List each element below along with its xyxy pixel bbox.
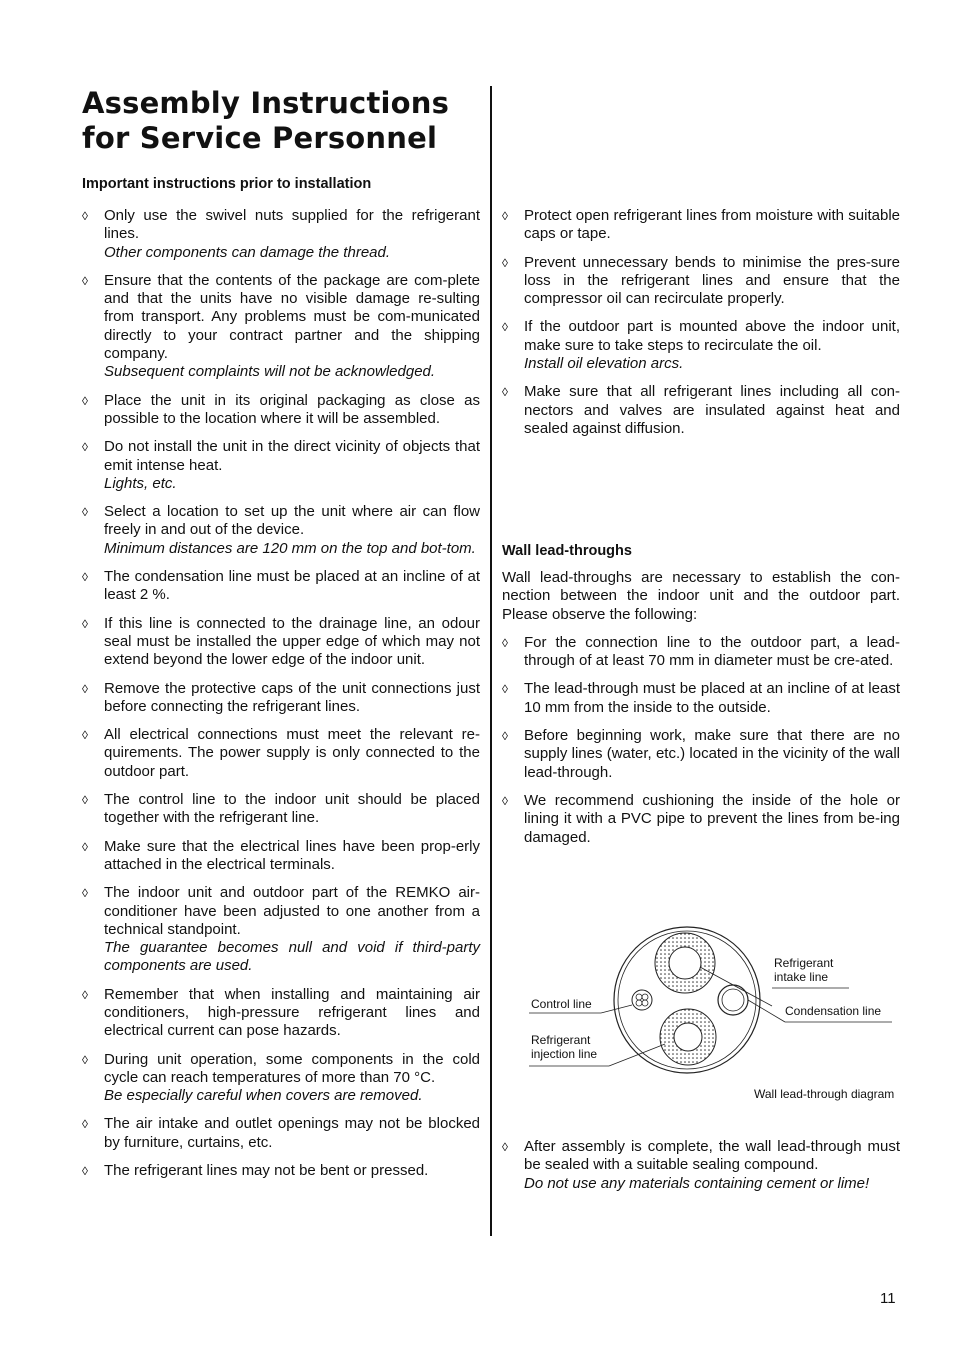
diamond-bullet-icon: ◊ — [82, 728, 88, 743]
list-item: ◊ The condensation line must be placed at an incline of at least 2 %. — [82, 568, 480, 604]
diamond-bullet-icon: ◊ — [502, 320, 508, 335]
list-item: ◊ Do not install the unit in the direct vicinity of objects that emit intense heat. Lights, etc. — [82, 438, 480, 492]
wall-intro-paragraph: Wall lead-throughs are necessary to establish the con-nection between the indoor unit and the outdoor part. Please observe the following: — [502, 569, 900, 623]
diamond-bullet-icon: ◊ — [82, 839, 88, 854]
list-item: ◊ Make sure that the electrical lines have been prop-erly attached in the electrical terminals. — [82, 837, 480, 873]
list-item: ◊ The lead-through must be placed at an incline of at least 10 mm from the inside to the outside. — [502, 680, 900, 716]
list-item: ◊ All electrical connections must meet the relevant re-quirements. The power supply is only connected to the outdoor part. — [82, 726, 480, 780]
diamond-bullet-icon: ◊ — [82, 886, 88, 901]
list-item: ◊ The air intake and outlet openings may not be blocked by furniture, curtains, etc. — [82, 1115, 480, 1151]
list-item: ◊ Remember that when installing and maintaining air conditioners, high-pressure refrigerant lines and electrical current can pose hazards. — [82, 985, 480, 1040]
column-divider — [490, 86, 492, 1236]
list-item: ◊ The refrigerant lines may not be bent or pressed. — [82, 1162, 429, 1180]
list-item: ◊ During unit operation, some components in the cold cycle can reach temperatures of more than 70 °C. Be especially careful when covers are removed. — [82, 1050, 480, 1105]
right-instruction-list — [502, 207, 900, 448]
list-item: ◊ Only use the swivel nuts supplied for the refrigerant lines. Other components can damage the thread. — [82, 207, 480, 261]
list-item: ◊ If this line is connected to the drainage line, an odour seal must be installed the upper edge of which may not extend beyond the lower edge of the indoor unit. — [82, 614, 480, 669]
diamond-bullet-icon: ◊ — [82, 987, 88, 1002]
label-injection-line: Refrigerant — [531, 1033, 591, 1047]
list-item: ◊ Select a location to set up the unit where air can flow freely in and out of the device. Minimum distances are 120 mm on the top and bot-tom. — [82, 503, 480, 557]
diamond-bullet-icon: ◊ — [82, 209, 88, 223]
diamond-bullet-icon: ◊ — [502, 793, 508, 808]
wall-lead-through-section — [502, 569, 900, 857]
diamond-bullet-icon: ◊ — [502, 1140, 508, 1154]
final-instruction — [502, 1138, 900, 1193]
diamond-bullet-icon: ◊ — [502, 682, 508, 697]
diagram-caption: Wall lead-through diagram — [754, 1087, 895, 1101]
page-title: Assembly Instructions for Service Personnel — [82, 86, 450, 155]
list-item: ◊ The indoor unit and outdoor part of the REMKO air-conditioner have been adjusted to one another from a technical standpoint. The guarantee becomes null and void if third-party components are used. — [82, 884, 480, 975]
diamond-bullet-icon: ◊ — [502, 209, 508, 223]
list-item: ◊ Protect open refrigerant lines from moisture with suitable caps or tape. — [502, 207, 900, 243]
control-line-cable — [632, 990, 652, 1010]
diamond-bullet-icon: ◊ — [502, 729, 508, 744]
diamond-bullet-icon: ◊ — [82, 273, 88, 288]
list-item: ◊ Remove the protective caps of the unit connections just before connecting the refrigerant lines. — [82, 679, 480, 715]
wall-lead-through-diagram — [527, 920, 907, 1105]
list-item: ◊ We recommend cushioning the inside of the hole or lining it with a PVC pipe to prevent the lines from be-ing damaged. — [502, 791, 900, 846]
diamond-bullet-icon: ◊ — [82, 681, 88, 696]
diamond-bullet-icon: ◊ — [82, 1164, 88, 1179]
list-item: ◊ For the connection line to the outdoor part, a lead-through of at least 70 mm in diameter must be cre-ated. — [502, 633, 900, 670]
injection-line-pipe — [674, 1023, 702, 1051]
list-item: ◊ The control line to the indoor unit should be placed together with the refrigerant line. — [82, 791, 480, 827]
label-control-line: Control line — [531, 997, 592, 1011]
condensation-line-pipe — [718, 985, 748, 1015]
diamond-bullet-icon: ◊ — [502, 255, 508, 270]
diamond-bullet-icon: ◊ — [82, 393, 88, 408]
list-item: ◊ Prevent unnecessary bends to minimise the pres-sure loss in the refrigerant lines and ensure that the compressor oil can recirculate properly. — [502, 253, 900, 308]
section-heading-wall-lead-throughs: Wall lead-throughs — [502, 543, 632, 559]
label-intake-line: intake line — [774, 970, 829, 984]
list-item: ◊ If the outdoor part is mounted above the indoor unit, make sure to take steps to recirculate the oil. Install oil elevation arcs. — [502, 318, 900, 373]
diamond-bullet-icon: ◊ — [82, 505, 88, 520]
list-item: ◊ After assembly is complete, the wall lead-through must be sealed with a suitable sealing compound. Do not use any materials containing cement or lime! — [502, 1138, 900, 1192]
page-number: 11 — [880, 1290, 896, 1307]
list-item: ◊ Place the unit in its original packaging as close as possible to the location where it will be assembled. — [82, 391, 480, 427]
list-item: ◊ Before beginning work, make sure that there are no supply lines (water, etc.) located in the vicinity of the wall lead-through. — [502, 727, 900, 781]
list-item: ◊ Ensure that the contents of the package are com-plete and that the units have no visible damage re-sulting from transport. Any problems must be com-municated directly to your contract partner and the shipping company. Subsequent complaints will not be acknowledged. — [82, 271, 480, 381]
list-item: ◊ Make sure that all refrigerant lines including all con-nectors and valves are insulated against heat and sealed against diffusion. — [502, 383, 900, 437]
diamond-bullet-icon: ◊ — [502, 385, 508, 400]
label-injection-line: injection line — [531, 1047, 598, 1061]
label-intake-line: Refrigerant — [774, 956, 834, 970]
intake-line-pipe — [669, 947, 701, 979]
label-condensation-line: Condensation line — [785, 1004, 882, 1018]
section-heading-important: Important instructions prior to installation — [82, 176, 372, 192]
diamond-bullet-icon: ◊ — [82, 1052, 88, 1067]
diamond-bullet-icon: ◊ — [82, 793, 88, 808]
diamond-bullet-icon: ◊ — [82, 440, 88, 455]
diamond-bullet-icon: ◊ — [82, 570, 88, 585]
diamond-bullet-icon: ◊ — [82, 616, 88, 631]
diamond-bullet-icon: ◊ — [502, 635, 508, 650]
left-instruction-list — [82, 207, 480, 1180]
diamond-bullet-icon: ◊ — [82, 1117, 88, 1132]
